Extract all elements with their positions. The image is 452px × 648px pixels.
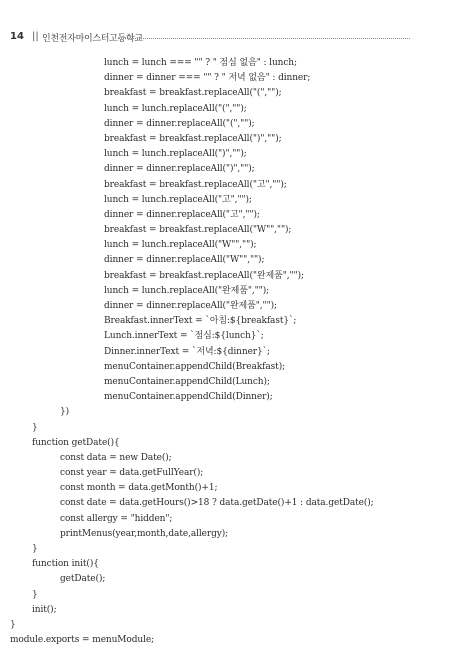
code-line: }	[32, 422, 38, 433]
code-line: Breakfast.innerText = `아침:${breakfast}`;	[104, 316, 297, 327]
code-line: init();	[32, 604, 57, 615]
code-line: menuContainer.appendChild(Breakfast);	[104, 361, 286, 372]
page-header	[0, 31, 452, 47]
code-line: const date = data.getHours()>18 ? data.getDate()+1 : data.getDate();	[60, 498, 374, 509]
code-line: })	[60, 407, 70, 418]
code-line: function getDate(){	[32, 437, 120, 448]
code-line: }	[10, 619, 16, 630]
code-line: breakfast = breakfast.replaceAll("(","");	[104, 88, 282, 99]
code-line: dinner = dinner.replaceAll("(","");	[104, 118, 255, 129]
code-line: getDate();	[60, 574, 106, 585]
code-line: Dinner.innerText = `저녁:${dinner}`;	[104, 346, 270, 357]
header-separator: ||	[32, 31, 39, 42]
code-line: menuContainer.appendChild(Lunch);	[104, 376, 270, 387]
code-line: Lunch.innerText = `점심:${lunch}`;	[104, 331, 264, 342]
code-listing	[0, 56, 452, 648]
code-line: printMenus(year,month,date,allergy);	[60, 528, 229, 539]
code-line: const data = new Date();	[60, 452, 172, 463]
code-line: dinner = dinner.replaceAll("고","");	[104, 209, 260, 220]
code-line: breakfast = breakfast.replaceAll("W"","");	[104, 225, 292, 236]
code-line: dinner = dinner.replaceAll(")","");	[104, 164, 255, 175]
code-line: const allergy = "hidden";	[60, 513, 173, 524]
code-line: breakfast = breakfast.replaceAll("완제품","");	[104, 270, 304, 281]
school-name: 인천전자마이스터고등학교	[42, 34, 143, 44]
code-line: lunch = lunch.replaceAll("완제품","");	[104, 285, 270, 296]
code-line: const month = data.getMonth()+1;	[60, 483, 218, 494]
header-dotted-rule	[118, 38, 410, 39]
code-line: dinner = dinner.replaceAll("완제품","");	[104, 301, 277, 311]
code-line: function init(){	[32, 559, 99, 570]
code-line: lunch = lunch.replaceAll("(","");	[104, 103, 247, 114]
code-line: module.exports = menuModule;	[10, 635, 155, 646]
code-line: breakfast = breakfast.replaceAll("고","");	[104, 179, 287, 190]
code-line: lunch = lunch.replaceAll("W"","");	[104, 240, 257, 251]
code-line: }	[32, 544, 38, 554]
code-line: lunch = lunch === "" ? " 점심 없음" : lunch;	[104, 58, 297, 68]
code-line: const year = data.getFullYear();	[60, 468, 204, 479]
page-number: 14	[10, 31, 24, 42]
code-line: menuContainer.appendChild(Dinner);	[104, 392, 273, 403]
code-line: breakfast = breakfast.replaceAll(")","");	[104, 133, 282, 144]
code-line: dinner = dinner === "" ? " 저녁 없음" : dinner;	[104, 73, 311, 84]
code-line: lunch = lunch.replaceAll(")","");	[104, 149, 247, 160]
code-line: lunch = lunch.replaceAll("고","");	[104, 194, 252, 205]
code-line: dinner = dinner.replaceAll("W"","");	[104, 255, 265, 266]
code-line: }	[32, 589, 38, 600]
